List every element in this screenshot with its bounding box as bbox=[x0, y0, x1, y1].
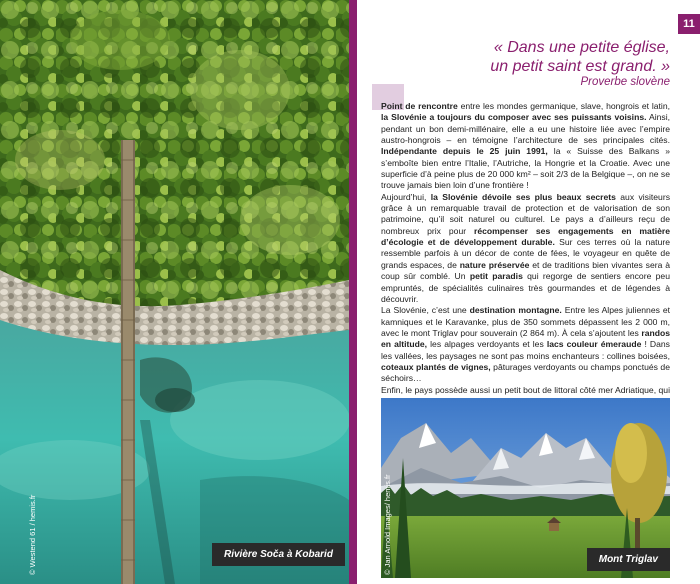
epigraph bbox=[490, 38, 670, 88]
body-text-run: Aujourd’hui, bbox=[381, 191, 431, 202]
river-photo-credit: © Westend 61 / hemis.fr bbox=[28, 494, 37, 575]
body-text-run: Entre les Alpes juliennes et kamniques et le Karavanke, plus de 350 sommets dépassent les 2 000 m, avec le mont Triglav pour souverain (2 864 m). À cela s’ajoutent les bbox=[381, 305, 670, 338]
page-number: 11 bbox=[678, 14, 700, 34]
emphasis-text: la Slovénie dévoile ses plus beaux secrets bbox=[430, 191, 616, 202]
emphasis-text: petit paradis bbox=[469, 271, 523, 282]
emphasis-text: destination montagne. bbox=[469, 305, 562, 316]
emphasis-text: récompenser ses engagements en matière d’écologie et de développement durable. bbox=[381, 225, 670, 248]
emphasis-text: randos en altitude, bbox=[381, 327, 670, 350]
body-text-run: la « Suisse des Balkans » s’emboîte bien entre l’Italie, l’Autriche, la Hongrie et la Croatie. Avec une superficie d’à peine plus de 20 000 km² – soit 2/3 de la Belgique –, on ne se trouve jamais bien loin d’une frontière ! bbox=[381, 146, 670, 191]
page-gutter bbox=[349, 0, 357, 584]
mountain-photo-caption: Mont Triglav bbox=[587, 548, 670, 571]
emphasis-text: coteaux plantés de vignes, bbox=[381, 361, 491, 372]
quote-text: « Dans une petite église, un petit saint est grand. » bbox=[490, 39, 670, 75]
body-text-run: Enfin, le pays possède aussi un petit bout de littoral côté mer Adriatique, qui bbox=[381, 384, 670, 395]
mountain-photo bbox=[381, 398, 670, 578]
mountain-photo-credit: © Jan Arnold Images/ hemis.fr bbox=[383, 474, 392, 575]
body-text-run: La Slovénie, c’est une bbox=[381, 305, 470, 316]
body-text-run: pâturages verdoyants ou champs ponctués de séchoirs… bbox=[381, 361, 670, 384]
river-photo-caption: Rivière Soča à Kobarid bbox=[212, 543, 345, 566]
body-paragraph bbox=[381, 101, 670, 192]
river-photo bbox=[0, 0, 349, 584]
river-aerial-image bbox=[0, 0, 349, 584]
body-paragraph bbox=[381, 305, 670, 384]
quote-source: Proverbe slovène bbox=[580, 76, 670, 88]
body-text-run: Ainsi, pendant un bon demi-millénaire, elle a eu une histoire liée avec l’empire austro-hongrois – en témoigne l’architecture de ses principales cités. bbox=[381, 112, 670, 146]
body-text-run: ! Dans les vallées, les paysages ne sont pas moins enchanteurs : collines boisées, bbox=[381, 339, 670, 361]
emphasis-text: nature préservée bbox=[459, 259, 530, 270]
body-text-run: et de traditions bien vivantes sera à coup sûr comblé. Un bbox=[381, 259, 670, 282]
body-text-run: Sur ces terres où la nature ressemble parfois à un décor de conte de fées, le voyageur en quête de grands espaces, de bbox=[381, 237, 670, 270]
body-text-run: entre les mondes germanique, slave, hongrois et latin, bbox=[457, 101, 671, 111]
body-text-run: les alpages verdoyants et les bbox=[427, 339, 547, 350]
emphasis-text: Point de rencontre bbox=[381, 101, 458, 111]
emphasis-text: lacs couleur émeraude bbox=[546, 339, 642, 350]
body-text-run: aux visiteurs grâce à un remarquable travail de protection et de valorisation de son patrimoine, qu’il soit naturel ou culturel. Le pays a d’ailleurs reçu de nombreux prix pour bbox=[381, 191, 670, 236]
emphasis-text: Indépendante depuis le 25 juin 1991, bbox=[381, 146, 548, 157]
body-text-run: qui regorge de sentiers encore peu empruntés, de spécialités culinaires très gourmandes et de légendes à découvrir. bbox=[381, 271, 670, 304]
body-paragraph bbox=[381, 192, 670, 305]
emphasis-text: la Slovénie a toujours du composer avec ses puissants voisins. bbox=[381, 112, 647, 123]
